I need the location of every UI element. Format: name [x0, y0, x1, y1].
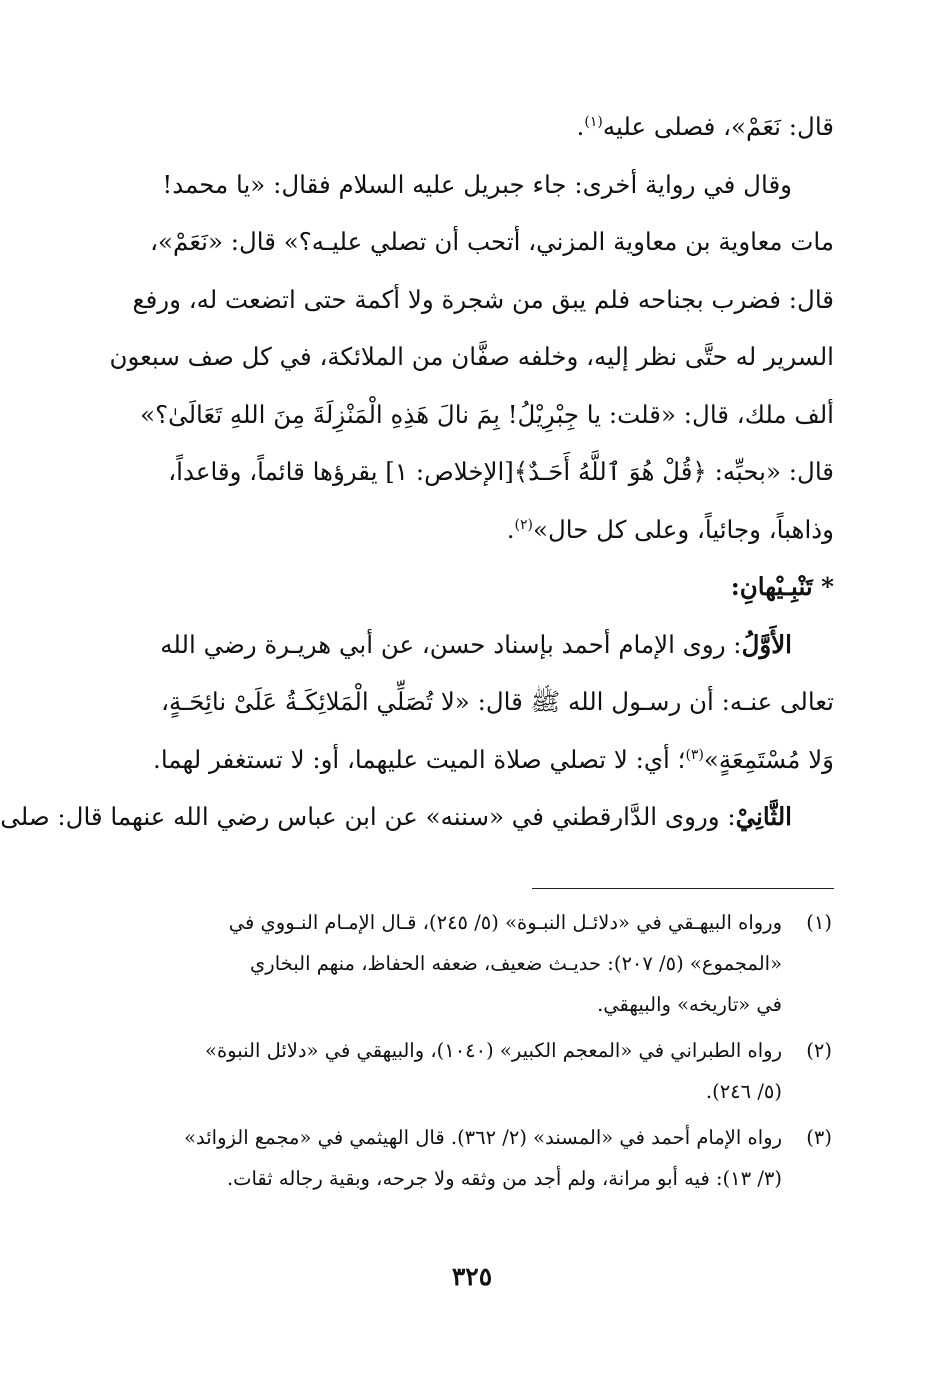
footnote-line: «المجموع» (٥/ ٢٠٧): حديـث ضعيف، ضعفه الحفاظ، منهم البخاري [250, 952, 782, 975]
text-line: قال: «بحبِّه: ﴿قُلْ هُوَ ٱللَّهُ أَحَـدٌ﴾[الإخلاص: ١] يقرؤها قائماً، وقاعداً، [168, 457, 834, 486]
footnote-line: (٥/ ٢٤٦). [705, 1080, 782, 1103]
footnote-line: رواه الإمام أحمد في «المسند» (٢/ ٣٦٢). قال الهيثمي في «مجمع الزوائد» [184, 1126, 782, 1149]
text-line: ألف ملك، قال: «قلت: يا جِبْرِيْلُ! بِمَ نالَ هَذِهِ الْمَنْزِلَةَ مِنَ اللهِ تَعَالَىٰ؟» [140, 399, 834, 429]
footnote-ref-1[interactable]: (١) [584, 113, 603, 130]
footnote-number: (٣) [806, 1126, 832, 1149]
footnote-number: (٢) [806, 1039, 832, 1062]
point-label-first: الأَوَّلُ [741, 629, 792, 659]
footnote-ref-2[interactable]: (٢) [514, 516, 533, 533]
text-line: وذاهباً، وجائياً، وعلى كل حال»$^{(٢)}$. [506, 514, 834, 544]
footnote-2 [100, 1030, 832, 1112]
footnotes [100, 902, 832, 1204]
footnote-divider [532, 888, 834, 889]
footnote-number: (١) [806, 911, 832, 934]
text-line: قال: نَعَمْ»، فصلى عليه$^{(١)}$. [576, 112, 834, 141]
footnote-ref-3[interactable]: (٣) [685, 746, 704, 763]
footnote-line: ورواه البيهـقي في «دلائـل النبـوة» (٥/ ٢٤٥)، قـال الإمـام النـووي في [228, 911, 782, 934]
text-line: تعالى عنـه: أن رسـول الله ﷺ قال: «لا تُصَلِّي الْمَلائِكَـةُ عَلَىْ نائِحَـةٍ، [161, 687, 834, 716]
text-line: وقال في رواية أخرى: جاء جبريل عليه السلام فقال: «يا محمد! [162, 169, 792, 199]
text-line: الأَوَّلُ: روى الإمام أحمد بإسناد حسن، عن أبي هريـرة رضي الله [160, 629, 792, 659]
section-heading: * تَنْبِـيْهانِ: [730, 572, 834, 601]
footnote-line: (٣/ ١٣): فيه أبو مرانة، ولم أجد من وثقه ولا جرحه، وبقية رجاله ثقات. [226, 1167, 782, 1190]
text-line: وَلا مُسْتَمِعَةٍ»$^{(٣)}$؛ أي: لا تصلي صلاة الميت عليهما، أو: لا تستغفر لهما. [153, 744, 834, 774]
text-line: الثَّانِيْ: وروى الدَّارقطني في «سننه» عن ابن عباس رضي الله عنهما قال: صلى [0, 802, 792, 831]
footnote-line: في «تاريخه» والبيهقي. [597, 993, 782, 1016]
page-number: ٣٢٥ [451, 1262, 493, 1291]
main-text [0, 98, 834, 846]
point-label-second: الثَّانِيْ [735, 802, 792, 831]
text-line: مات معاوية بن معاوية المزني، أتحب أن تصلي عليـه؟» قال: «نَعَمْ»، [150, 227, 834, 256]
footnote-line: رواه الطبراني في «المعجم الكبير» (١٠٤٠)، والبيهقي في «دلائل النبوة» [205, 1039, 782, 1062]
text-line: قال: فضرب بجناحه فلم يبق من شجرة ولا أكمة حتى اتضعت له، ورفع [132, 284, 834, 314]
text-line: السرير له حتَّى نظر إليه، وخلفه صفَّان من الملائكة، في كل صف سبعون [109, 342, 834, 371]
footnote-3 [100, 1117, 832, 1199]
footnote-1 [100, 902, 832, 1025]
